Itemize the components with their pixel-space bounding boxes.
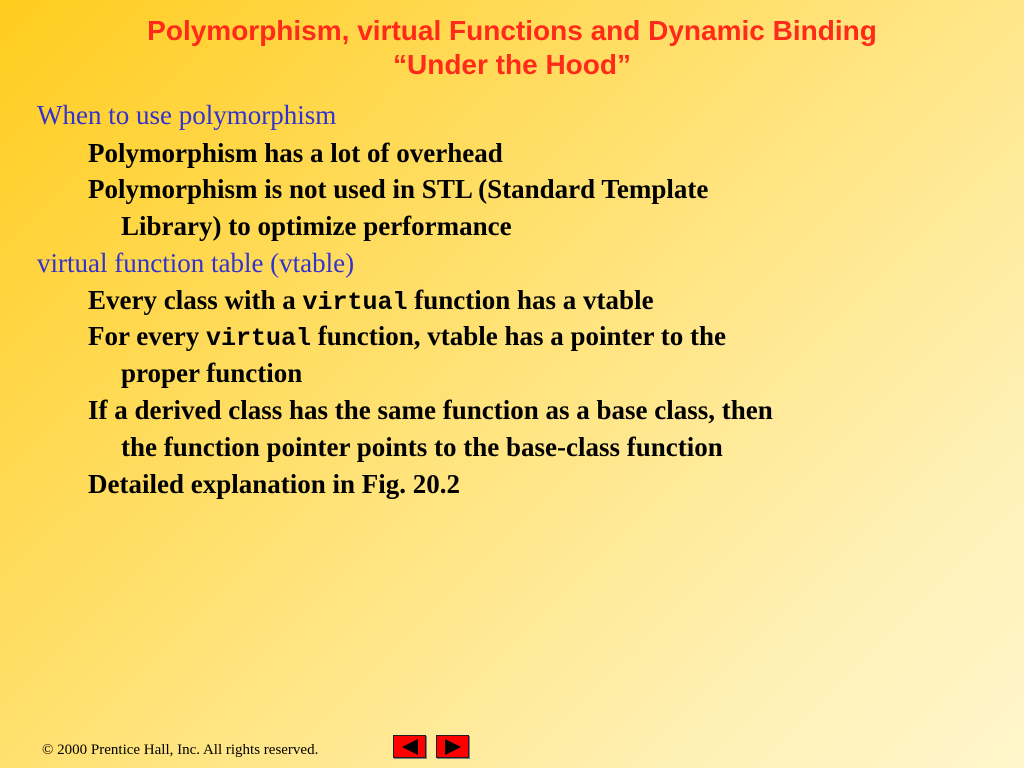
- section-heading-vtable: virtual function table (vtable): [37, 248, 355, 278]
- bullet-for-every-line-1: [88, 318, 726, 357]
- copyright-footer: [42, 742, 318, 759]
- bullet-derived-line-1: If a derived class has the same function as a base class, then: [88, 395, 773, 425]
- bullet-derived-line-2: the function pointer points to the base-class function: [121, 432, 723, 462]
- bullet-every-class: [88, 282, 654, 321]
- slide-title-line-1: Polymorphism, virtual Functions and Dynamic Binding: [147, 15, 877, 46]
- bullet-every-class-post: function has a vtable: [407, 285, 654, 315]
- bullet-stl-line-2: Library) to optimize performance: [121, 211, 512, 241]
- bullet-every-class-pre: Every class with a: [88, 285, 303, 315]
- section-heading-when-to-use: When to use polymorphism: [37, 100, 337, 130]
- copyright-symbol: ©: [42, 742, 54, 758]
- triangle-right-icon: [445, 739, 461, 755]
- bullet-for-every-line-2: proper function: [121, 358, 303, 388]
- triangle-left-icon: [402, 739, 418, 755]
- slide-title: [0, 14, 1024, 82]
- copyright-text: 2000 Prentice Hall, Inc. All rights reserved.: [53, 742, 319, 758]
- slide-title-line-2: “Under the Hood”: [393, 49, 631, 80]
- previous-slide-button[interactable]: [393, 735, 426, 758]
- code-virtual-keyword: virtual: [205, 324, 311, 353]
- next-slide-button[interactable]: [436, 735, 469, 758]
- code-virtual-keyword: virtual: [302, 288, 408, 317]
- bullet-overhead: Polymorphism has a lot of overhead: [88, 138, 503, 168]
- bullet-for-every-pre: For every: [88, 321, 206, 351]
- bullet-stl-line-1: Polymorphism is not used in STL (Standard Template: [88, 174, 709, 204]
- bullet-detailed-explanation: Detailed explanation in Fig. 20.2: [88, 469, 461, 499]
- bullet-for-every-post: function, vtable has a pointer to the: [310, 321, 727, 351]
